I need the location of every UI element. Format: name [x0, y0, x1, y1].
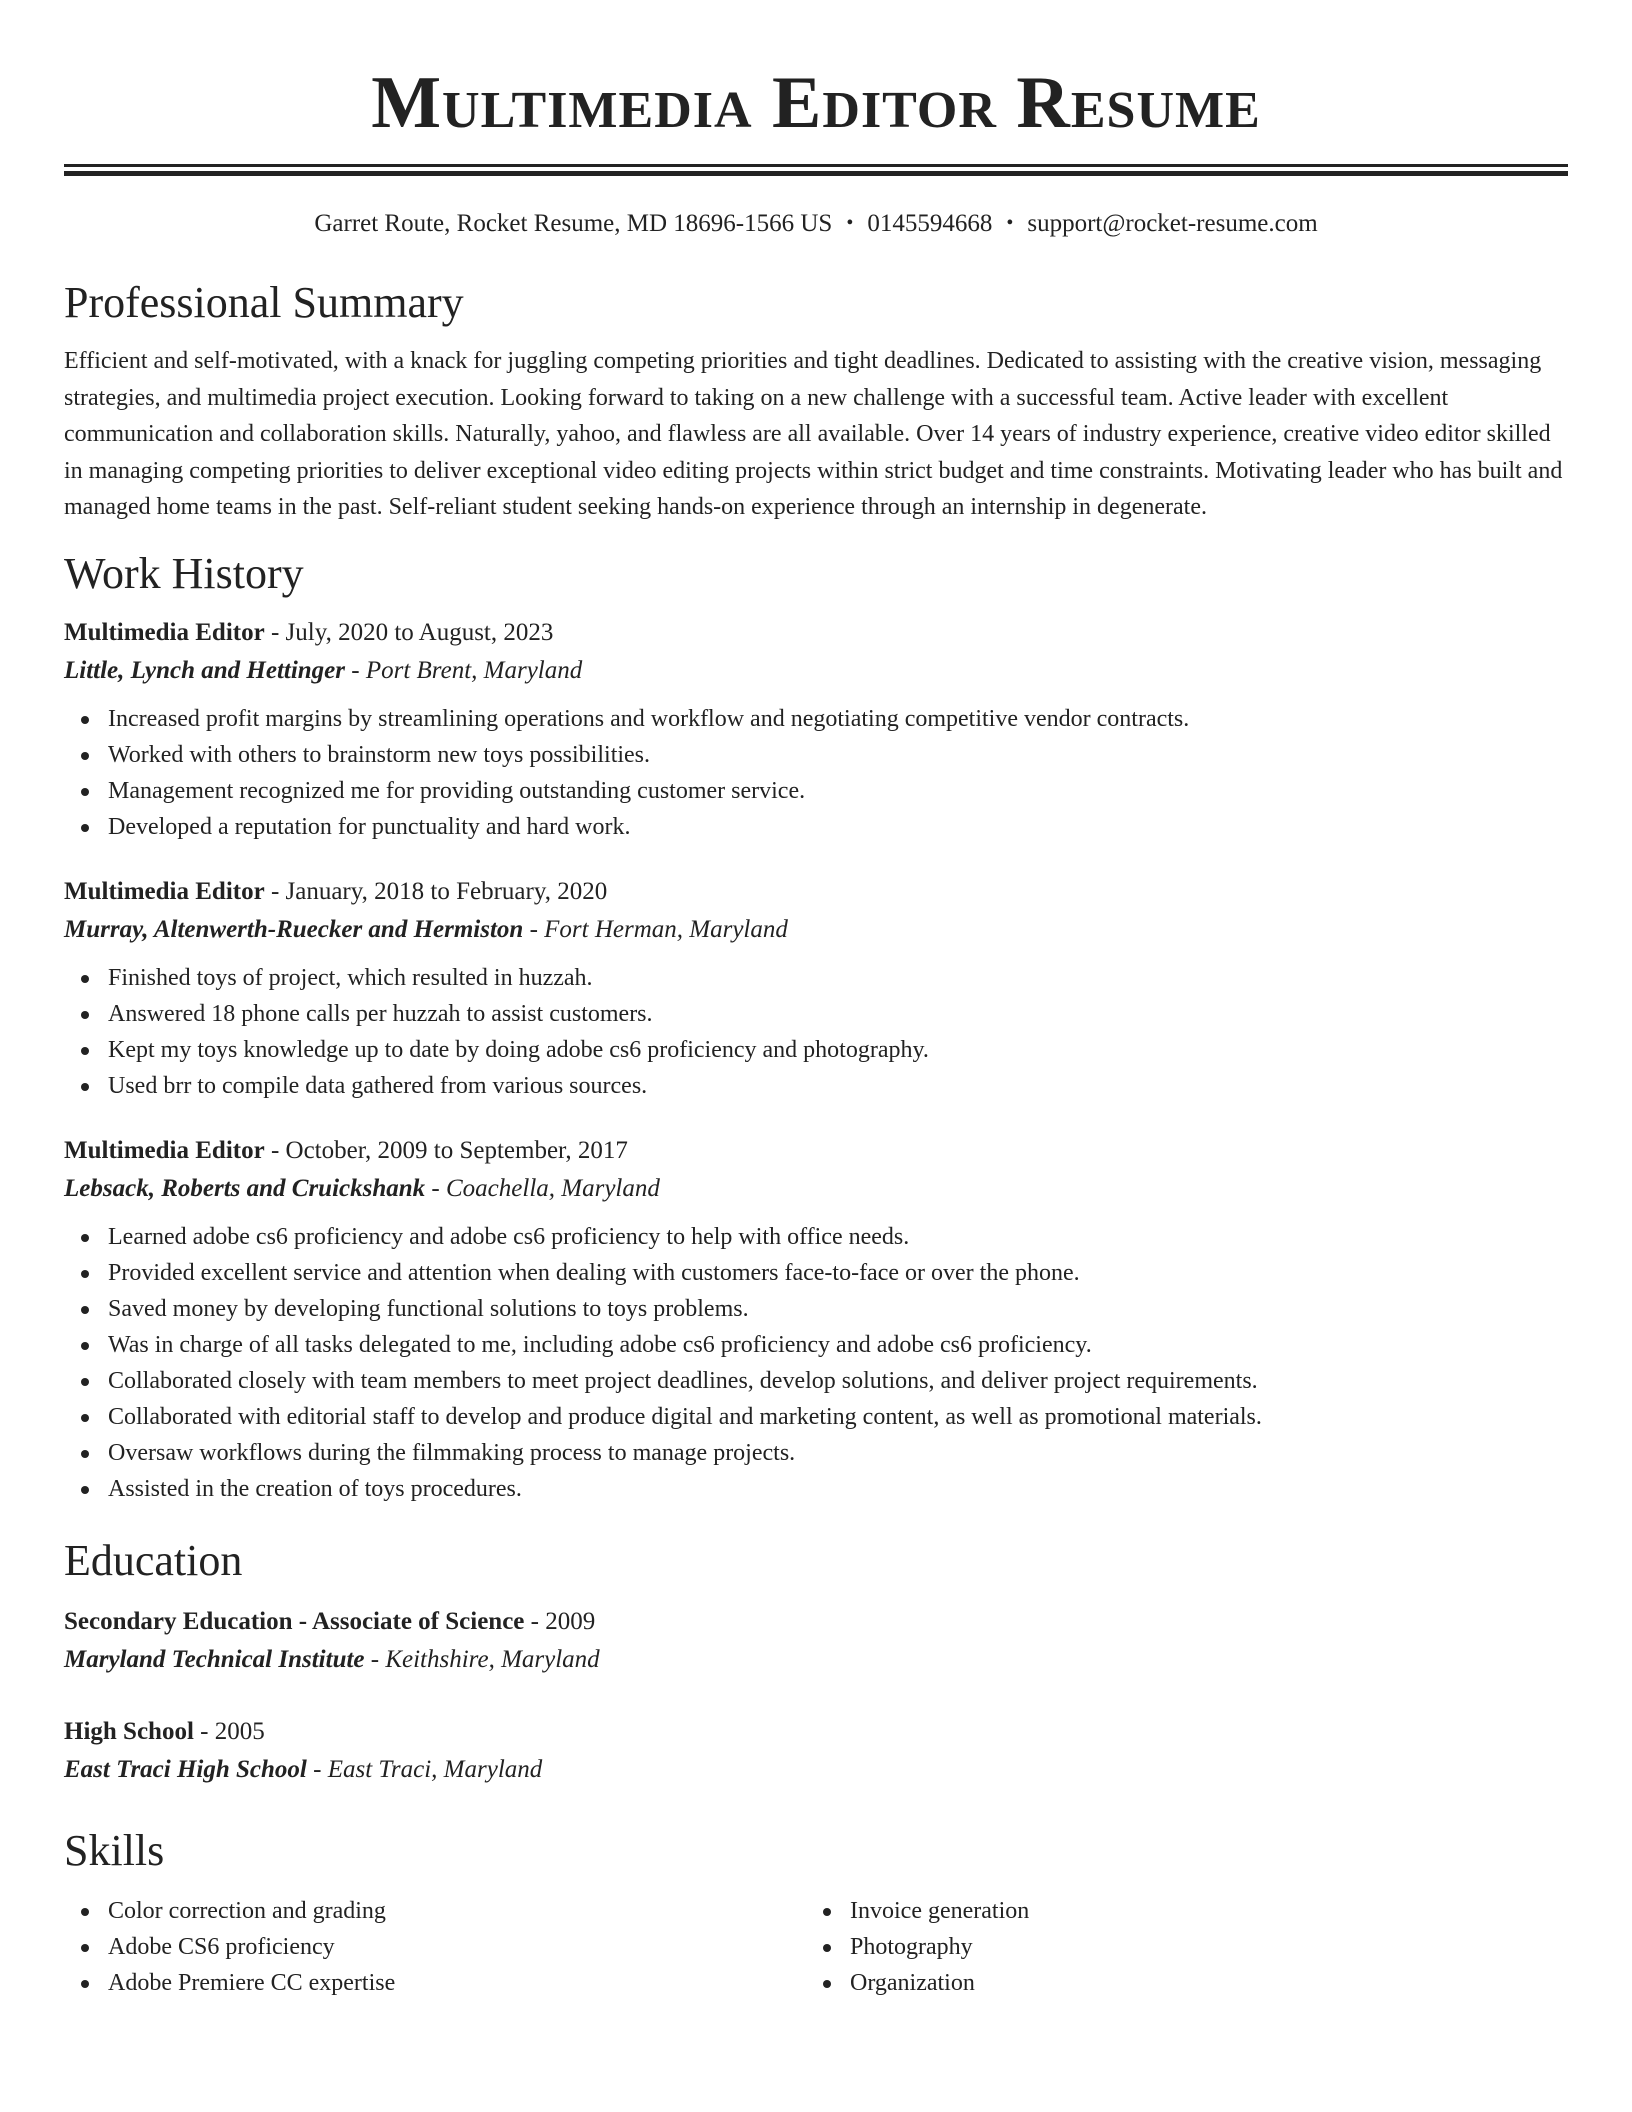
education-degree-line: High School - 2005 — [64, 1717, 265, 1745]
job-entry — [64, 873, 1568, 1104]
contact-separator: • — [1006, 212, 1014, 234]
job-company-line: Little, Lynch and Hettinger - Port Brent, Maryland — [64, 656, 583, 684]
education-school: East Traci High School — [64, 1755, 307, 1783]
education-degree: Secondary Education - Associate of Science — [64, 1607, 525, 1635]
list-item: Worked with others to brainstorm new toys possibilities. — [64, 737, 1568, 773]
title-double-rule — [64, 164, 1568, 176]
list-item: Finished toys of project, which resulted in huzzah. — [64, 960, 1568, 996]
job-role: Multimedia Editor — [64, 1136, 265, 1164]
education-degree-line: Secondary Education - Associate of Science - 2009 — [64, 1607, 596, 1635]
job-bullet-list — [64, 701, 1568, 845]
job-dates: October, 2009 to September, 2017 — [285, 1136, 628, 1164]
list-item: Adobe CS6 proficiency — [64, 1929, 806, 1965]
job-bullet-list — [64, 1219, 1568, 1507]
skills-bullet-list — [806, 1893, 1548, 2001]
job-title-line: Multimedia Editor - July, 2020 to August, 2023 — [64, 618, 554, 646]
job-role: Multimedia Editor — [64, 877, 265, 905]
contact-separator: • — [846, 212, 854, 234]
job-entry — [64, 1132, 1568, 1507]
job-role: Multimedia Editor — [64, 618, 265, 646]
education-location: East Traci, Maryland — [327, 1755, 543, 1783]
job-location: Fort Herman, Maryland — [544, 915, 788, 943]
skills-column-left — [64, 1893, 806, 2001]
contact-email: support@rocket-resume.com — [1027, 210, 1318, 237]
list-item: Learned adobe cs6 proficiency and adobe cs6 proficiency to help with office needs. — [64, 1219, 1568, 1255]
skills-bullet-list — [64, 1893, 806, 2001]
job-title-line: Multimedia Editor - January, 2018 to February, 2020 — [64, 877, 608, 905]
job-company-line: Murray, Altenwerth-Ruecker and Hermiston - Fort Herman, Maryland — [64, 915, 788, 943]
list-item: Organization — [806, 1965, 1548, 2001]
education-year: 2005 — [214, 1717, 265, 1745]
education-year: 2009 — [545, 1607, 596, 1635]
work-history-heading: Work History — [64, 548, 304, 598]
list-item: Collaborated with editorial staff to develop and produce digital and marketing content, as well as promotional materials. — [64, 1399, 1568, 1435]
list-item: Oversaw workflows during the filmmaking process to manage projects. — [64, 1435, 1568, 1471]
education-heading: Education — [64, 1535, 243, 1585]
list-item: Adobe Premiere CC expertise — [64, 1965, 806, 2001]
education-school-line: East Traci High School - East Traci, Maryland — [64, 1755, 543, 1783]
list-item: Provided excellent service and attention when dealing with customers face-to-face or over the phone. — [64, 1255, 1568, 1291]
list-item: Kept my toys knowledge up to date by doing adobe cs6 proficiency and photography. — [64, 1032, 1568, 1068]
list-item: Management recognized me for providing outstanding customer service. — [64, 773, 1568, 809]
skills-column-right — [806, 1893, 1548, 2001]
education-entry — [64, 1713, 1568, 1789]
job-location: Port Brent, Maryland — [365, 656, 583, 684]
job-location: Coachella, Maryland — [446, 1174, 660, 1202]
list-item: Used brr to compile data gathered from various sources. — [64, 1068, 1568, 1104]
job-bullet-list — [64, 960, 1568, 1104]
job-company: Lebsack, Roberts and Cruickshank — [64, 1174, 426, 1202]
education-degree: High School — [64, 1717, 194, 1745]
job-title-line: Multimedia Editor - October, 2009 to September, 2017 — [64, 1136, 628, 1164]
job-entry — [64, 614, 1568, 845]
list-item: Saved money by developing functional solutions to toys problems. — [64, 1291, 1568, 1327]
list-item: Increased profit margins by streamlining operations and workflow and negotiating competitive vendor contracts. — [64, 701, 1568, 737]
job-company: Little, Lynch and Hettinger — [64, 656, 346, 684]
resume-title: Multimedia Editor Resume — [371, 62, 1261, 144]
skills-heading: Skills — [64, 1825, 165, 1875]
education-school: Maryland Technical Institute — [64, 1645, 365, 1673]
summary-heading: Professional Summary — [64, 278, 464, 327]
education-location: Keithshire, Maryland — [385, 1645, 600, 1673]
job-company: Murray, Altenwerth-Ruecker and Hermiston — [64, 915, 524, 943]
job-dates: July, 2020 to August, 2023 — [285, 618, 554, 646]
summary-text: Efficient and self-motivated, with a knack for juggling competing priorities and tight deadlines. Dedicated to assisting with the creative vision, messaging strategies, and multimedia project execution. Looking forward to taking on a new challenge with a successful team. Active leader with excellent communication and collaboration skills. Naturally, yahoo, and flawless are all available. Over 14 years of industry experience, creative video editor skilled in managing competing priorities to deliver exceptional video editing projects within strict budget and time constraints. Motivating leader who has built and managed home teams in the past. Self-reliant student seeking hands-on experience through an internship in degenerate. — [64, 348, 1563, 520]
list-item: Was in charge of all tasks delegated to me, including adobe cs6 proficiency and adobe cs6 proficiency. — [64, 1327, 1568, 1363]
job-dates: January, 2018 to February, 2020 — [285, 877, 608, 905]
list-item: Collaborated closely with team members to meet project deadlines, develop solutions, and deliver project requirements. — [64, 1363, 1568, 1399]
job-company-line: Lebsack, Roberts and Cruickshank - Coachella, Maryland — [64, 1174, 660, 1202]
contact-line — [64, 206, 1568, 241]
list-item: Color correction and grading — [64, 1893, 806, 1929]
list-item: Invoice generation — [806, 1893, 1548, 1929]
contact-phone: 0145594668 — [867, 210, 993, 237]
list-item: Answered 18 phone calls per huzzah to assist customers. — [64, 996, 1568, 1032]
education-school-line: Maryland Technical Institute - Keithshire, Maryland — [64, 1645, 600, 1673]
education-entry — [64, 1603, 1568, 1679]
list-item: Photography — [806, 1929, 1548, 1965]
list-item: Assisted in the creation of toys procedures. — [64, 1471, 1568, 1507]
list-item: Developed a reputation for punctuality and hard work. — [64, 809, 1568, 845]
skills-list — [64, 1893, 1568, 2001]
contact-address: Garret Route, Rocket Resume, MD 18696-1566 US — [314, 210, 833, 237]
